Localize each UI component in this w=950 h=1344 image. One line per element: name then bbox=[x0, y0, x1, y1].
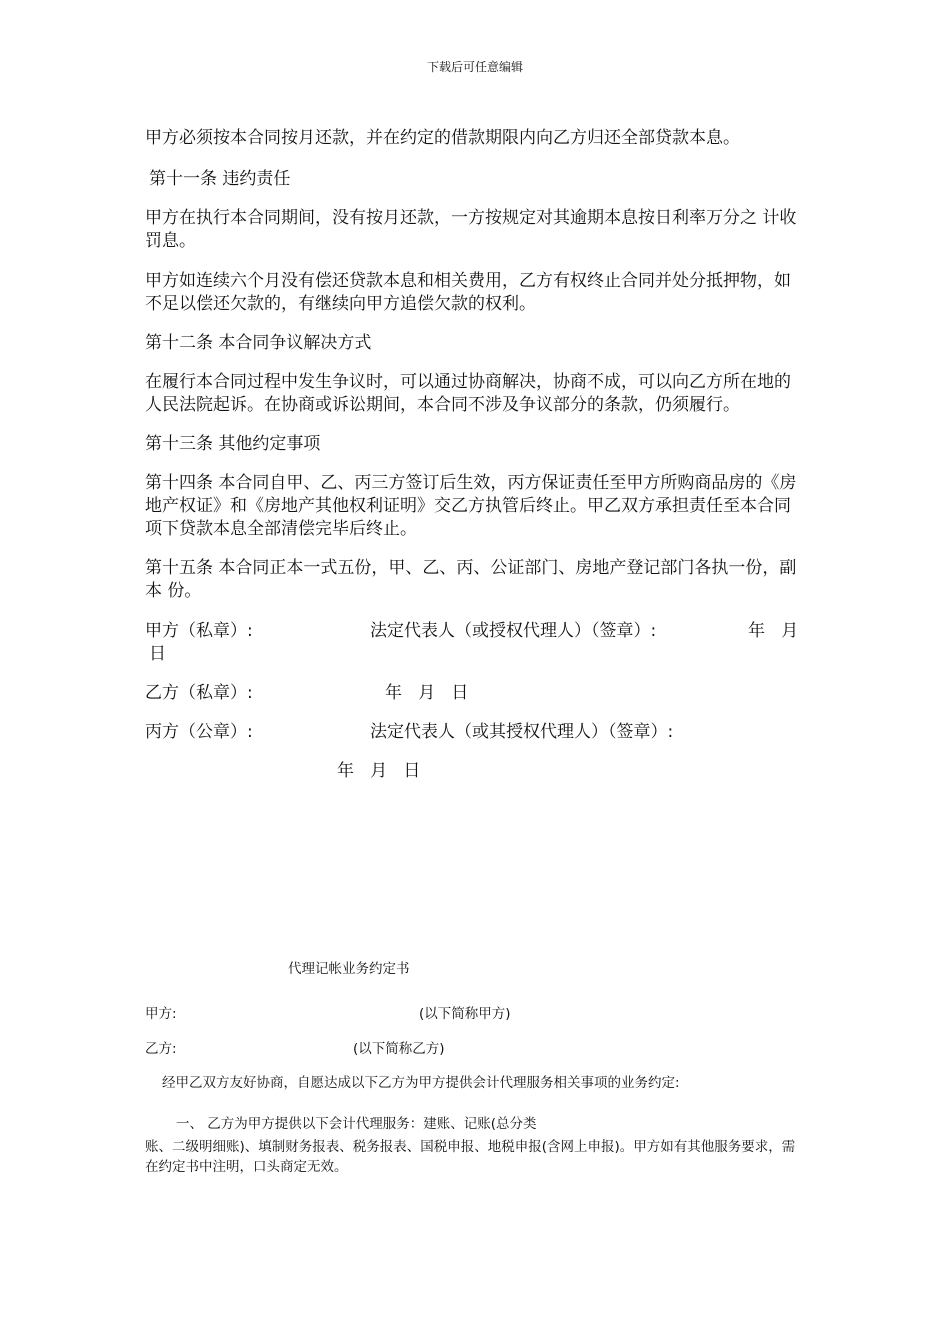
article-13-title: 第十三条 其他约定事项 bbox=[145, 434, 321, 454]
contract-paragraph-penalty: 甲方在执行本合同期间，没有按月还款，一方按规定对其逾期本息按日利率万分之 计收罚息。 bbox=[145, 208, 797, 251]
contract-paragraph-repayment: 甲方必须按本合同按月还款，并在约定的借款期限内向乙方归还全部贷款本息。 bbox=[145, 128, 740, 148]
contract-paragraph-dispute: 在履行本合同过程中发生争议时，可以通过协商解决，协商不成，可以向乙方所在地的人民法院起诉。在协商或诉讼期间，本合同不涉及争议部分的条款，仍须履行。 bbox=[145, 372, 791, 415]
contract-paragraph-effective: 第十四条 本合同自甲、乙、丙三方签订后生效，丙方保证责任至甲方所购商品房的《房地产权证》和《房地产其他权利证明》交乙方执管后终止。甲乙双方承担责任至本合同项下贷款本息全部清偿完毕后终止。 bbox=[145, 473, 797, 539]
signature-party-c-label: 丙方（公章）: bbox=[145, 722, 253, 742]
signature-party-a-representative: 法定代表人（或授权代理人）（签章）: bbox=[370, 621, 657, 641]
agreement-item-1-line-1: 一、 乙方为甲方提供以下会计代理服务：建账、记账(总分类 bbox=[176, 1116, 537, 1132]
contract-paragraph-termination: 甲方如连续六个月没有偿还贷款本息和相关费用，乙方有权终止合同并处分抵押物，如不足以偿还欠款的，有继续向甲方追偿欠款的权利。 bbox=[145, 271, 791, 314]
signature-party-a-year-month: 年 月 bbox=[748, 621, 799, 641]
article-11-title: 第十一条 违约责任 bbox=[149, 169, 291, 189]
agreement-title: 代理记帐业务约定书 bbox=[288, 961, 410, 977]
signature-party-c-date: 年 月 日 bbox=[337, 761, 421, 781]
article-12-title: 第十二条 本合同争议解决方式 bbox=[145, 333, 372, 353]
signature-party-c-representative: 法定代表人（或其授权代理人）（签章）: bbox=[370, 722, 674, 742]
agreement-party-b-note: (以下简称乙方) bbox=[353, 1041, 445, 1057]
agreement-party-b-label: 乙方: bbox=[145, 1041, 177, 1057]
agreement-item-1-continuation: 账、二级明细账)、填制财务报表、税务报表、国税申报、地税申报(含网上申报)。甲方如有其他服务要求，需在约定书中注明，口头商定无效。 bbox=[145, 1139, 796, 1175]
agreement-party-a-label: 甲方: bbox=[145, 1006, 177, 1022]
page-header: 下载后可任意编辑 bbox=[426, 60, 523, 74]
agreement-party-a-note: (以下简称甲方) bbox=[419, 1006, 511, 1022]
signature-party-b-date: 年 月 日 bbox=[385, 683, 469, 703]
signature-party-a-day: 日 bbox=[149, 644, 166, 664]
signature-party-b-label: 乙方（私章）: bbox=[145, 683, 253, 703]
contract-paragraph-copies: 第十五条 本合同正本一式五份，甲、乙、丙、公证部门、房地产登记部门各执一份，副本 份。 bbox=[145, 558, 797, 601]
agreement-intro: 经甲乙双方友好协商，自愿达成以下乙方为甲方提供会计代理服务相关事项的业务约定: bbox=[162, 1075, 680, 1091]
signature-party-a-label: 甲方（私章）: bbox=[145, 621, 253, 641]
